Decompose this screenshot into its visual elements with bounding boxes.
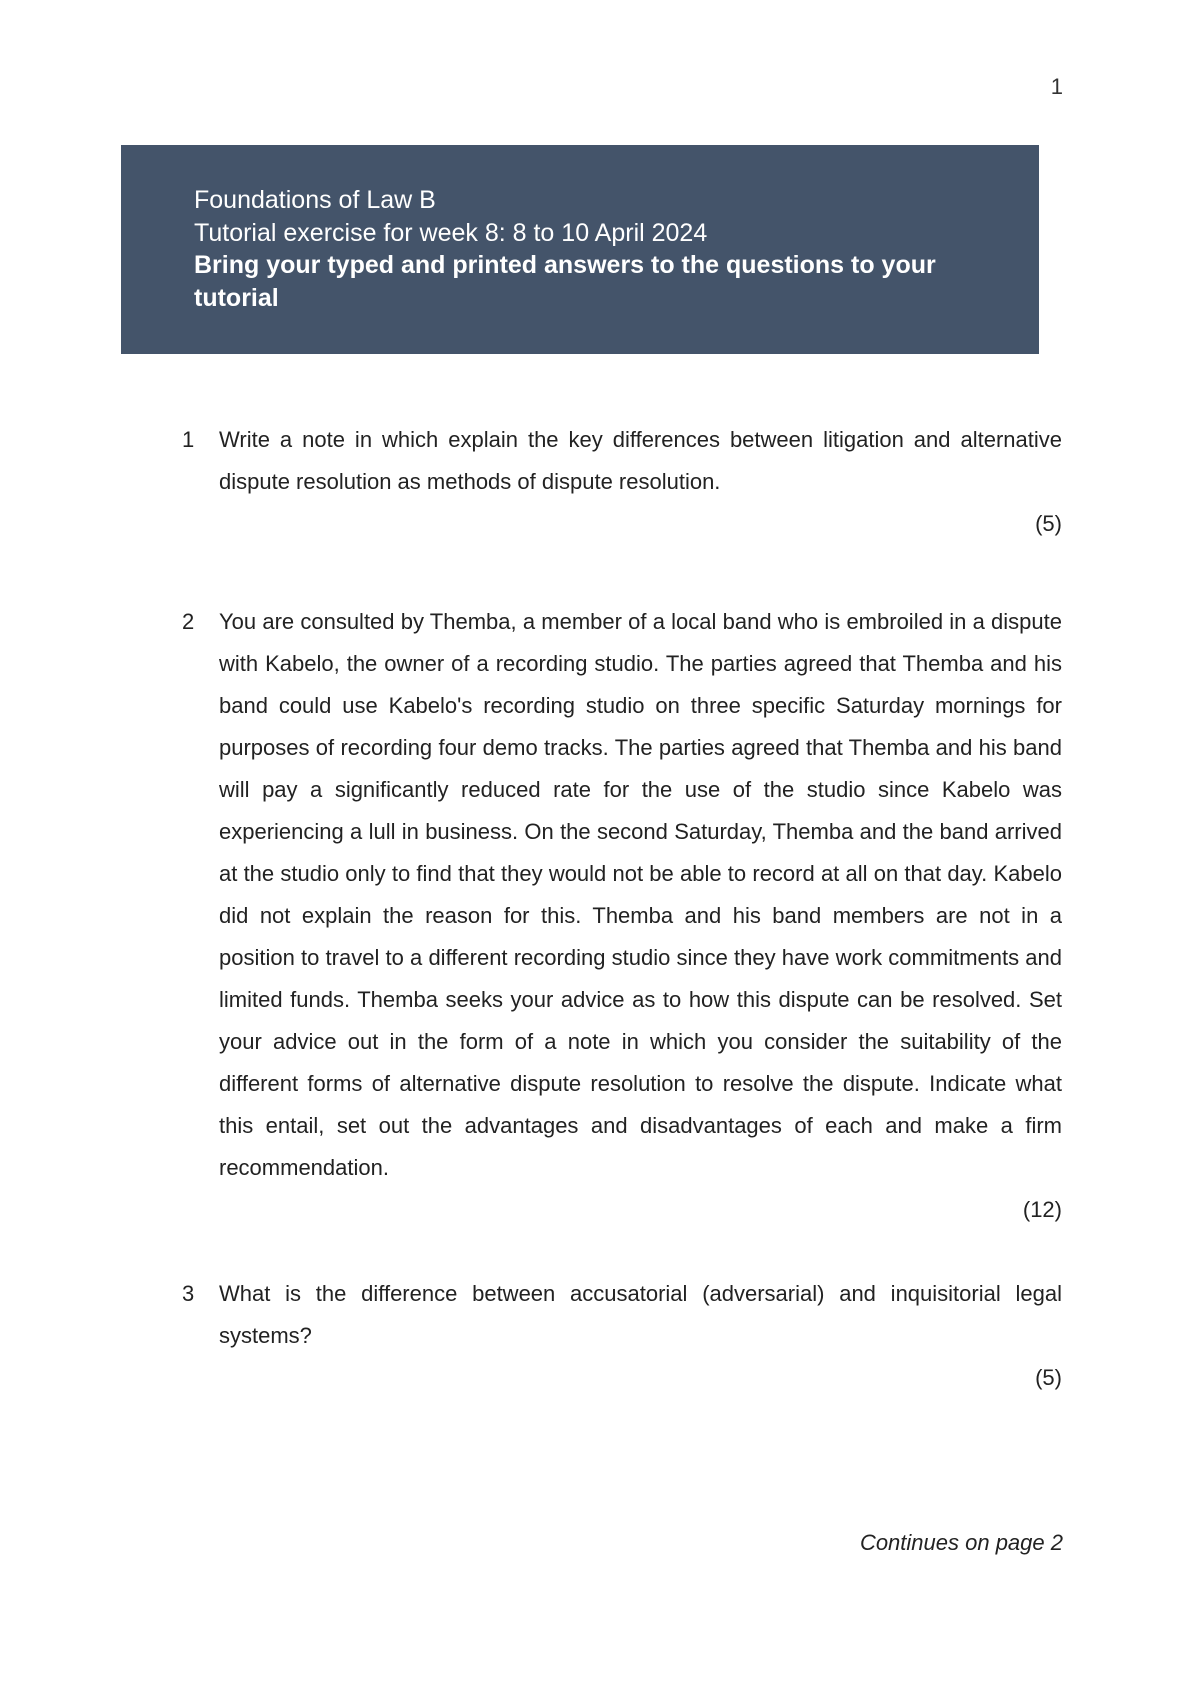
question-text: You are consulted by Themba, a member of a local band who is embroiled in a dispute with Kabelo, the owner of a recording studio. The parties agreed that Themba and his band could use Kabelo's recording studio on three specific Saturday mornings for purposes of recording four demo tracks. The parties agreed that Themba and his band will pay a significantly reduced rate for the use of the studio since Kabelo was experiencing a lull in business. On the second Saturday, Themba and the band arrived at the studio only to find that they would not be able to record at all on that day. Kabelo did not explain the reason for this. Themba and his band members are not in a position to travel to a different recording studio since they have work commitments and limited funds. Themba seeks your advice as to how this dispute can be resolved. Set your advice out in the form of a note in which you consider the suitability of the different forms of alternative dispute resolution to resolve the dispute. Indicate what this entail, set out the advantages and disadvantages of each and make a firm recommendation.	[219, 609, 1062, 1180]
question-2	[182, 601, 1062, 1231]
tutorial-subtitle: Tutorial exercise for week 8: 8 to 10 April 2024	[194, 218, 708, 247]
question-list	[182, 419, 1062, 1399]
question-marks: (5)	[1035, 511, 1062, 536]
header-banner	[121, 145, 1039, 354]
question-number: 1	[182, 427, 195, 452]
question-1	[182, 419, 1062, 545]
question-text: Write a note in which explain the key differences between litigation and alternative dispute resolution as methods of dispute resolution.	[219, 427, 1062, 494]
question-3	[182, 1273, 1062, 1399]
question-text: What is the difference between accusatorial (adversarial) and inquisitorial legal systems?	[219, 1281, 1062, 1348]
tutorial-instruction: Bring your typed and printed answers to the questions to your tutorial	[194, 251, 936, 312]
question-number: 3	[182, 1281, 195, 1306]
question-marks: (12)	[1022, 1197, 1062, 1222]
question-marks: (5)	[1035, 1365, 1062, 1390]
continues-note: Continues on page 2	[859, 1530, 1063, 1555]
page-number: 1	[1050, 74, 1063, 99]
question-number: 2	[182, 609, 195, 634]
course-title: Foundations of Law B	[194, 186, 436, 214]
